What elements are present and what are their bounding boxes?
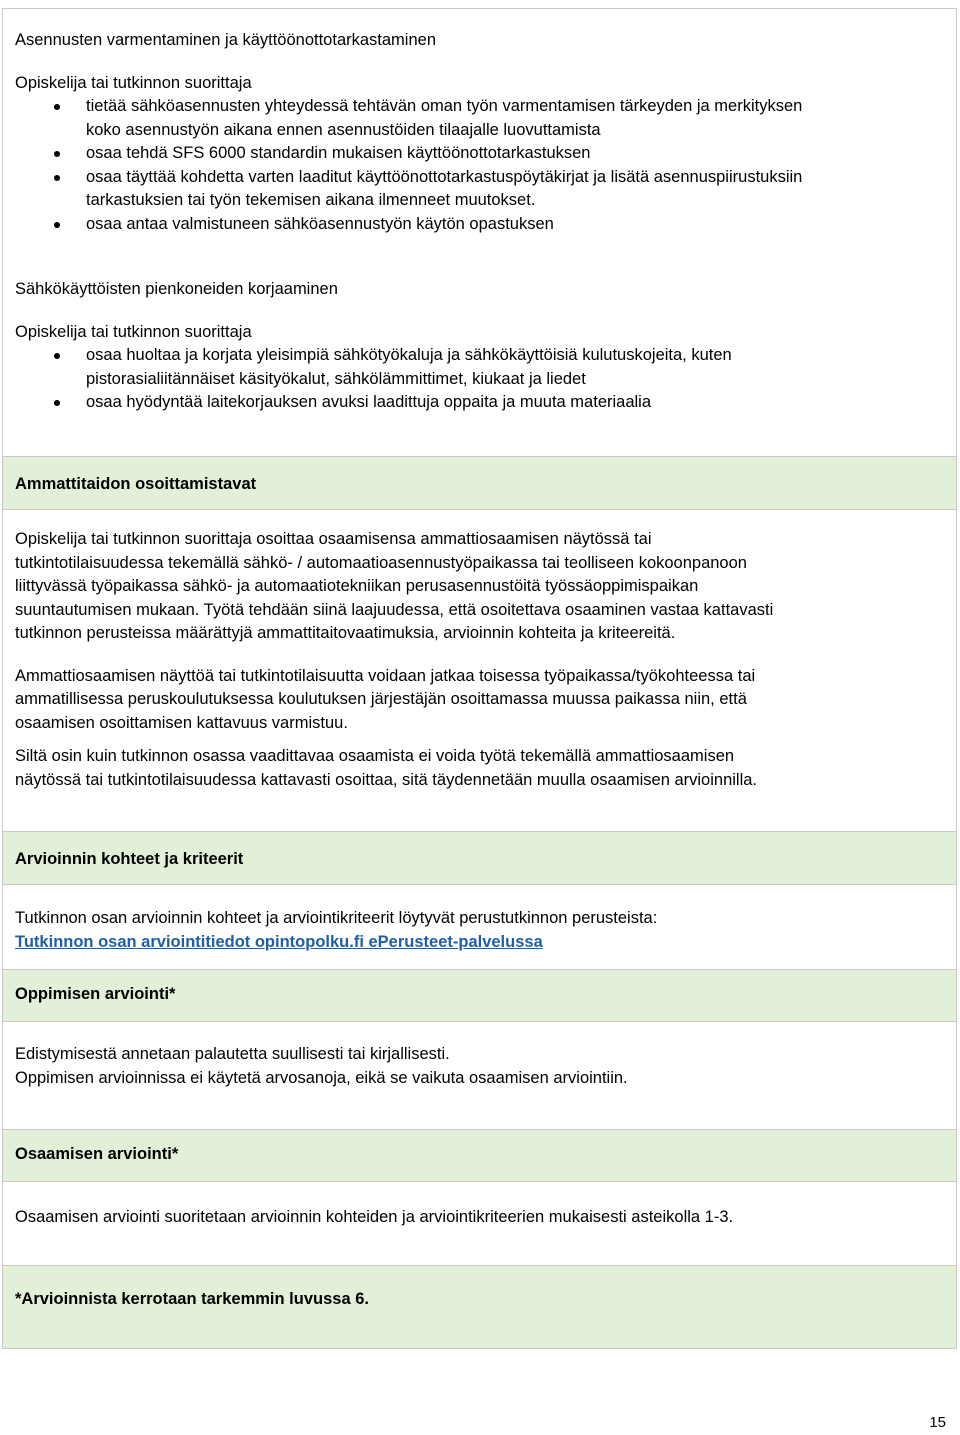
list-item: osaa tehdä SFS 6000 standardin mukaisen käyttöönottotarkastuksen: [15, 142, 948, 166]
oppiminen-line-2: Oppimisen arvioinnissa ei käytetä arvosanoja, eikä se vaikuta osaamisen arviointiin.: [15, 1068, 628, 1087]
oppiminen-line-1: Edistymisestä annetaan palautetta suullisesti tai kirjallisesti.: [15, 1045, 450, 1063]
kriteerit-header: [3, 832, 956, 885]
bullet-icon: [54, 222, 60, 228]
list-item: osaa huoltaa ja korjata yleisimpiä sähkötyökaluja ja sähkökäyttöisiä kulutuskojeita, kuten pistorasialiitännäiset käsityökalut, sähkölämmittimet, kiukaat ja liedet: [15, 344, 948, 391]
eperusteet-link[interactable]: Tutkinnon osan arviointitiedot opintopolku.fi ePerusteet-palvelussa: [15, 932, 543, 951]
osaaminen-heading: Osaamisen arviointi*: [15, 1145, 179, 1163]
ammattitaito-paragraph-2: Ammattiosaamisen näyttöä tai tutkintotilaisuutta voidaan jatkaa toisessa työpaikassa/työkohteessa tai ammatillisessa peruskoulutuksessa koulutuksen järjestäjän osoittamassa muussa paikassa niin, että osaamisen osoittamisen kattavuus varmistuu.: [15, 666, 756, 732]
page-number: 15: [929, 1414, 946, 1431]
list-item: osaa antaa valmistuneen sähköasennustyön käytön opastuksen: [15, 213, 948, 237]
section1-heading: Asennusten varmentaminen ja käyttöönottotarkastaminen: [15, 31, 436, 49]
oppiminen-heading: Oppimisen arviointi*: [15, 985, 176, 1003]
bullet-icon: [54, 175, 60, 181]
list-item: osaa täyttää kohdetta varten laaditut käyttöönottotarkastuspöytäkirjat ja lisätä asennuspiirustuksiin tarkastuksien tai työn tekemisen aikana ilmenneet muutokset.: [15, 166, 948, 213]
kriteerit-body: [3, 885, 956, 970]
oppiminen-body: [3, 1022, 956, 1130]
ammattitaito-paragraph-1: Opiskelija tai tutkinnon suorittaja osoittaa osaamisensa ammattiosaamisen näytössä tai tutkintotilaisuudessa tekemällä sähkö- / automaatioasennustyöpaikassa tai teolliseen kokoonpanoon liittyvässä työpaikassa sähkö- ja automaatiotekniikan perusasennustöitä työssäoppimispaikan suuntautumisen mukaan. Työtä tehdään siinä laajuudessa, että osoitettava osaaminen vastaa kattavasti tutkinnon perusteissa määrättyjä ammattitaitovaatimuksia, arvioinnin kohteita ja kriteereitä.: [15, 530, 774, 642]
kriteerit-heading: Arvioinnin kohteet ja kriteerit: [15, 850, 244, 868]
section2-heading: Sähkökäyttöisten pienkoneiden korjaaminen: [15, 280, 338, 298]
document-table: [2, 8, 957, 1349]
osaaminen-text: Osaamisen arviointi suoritetaan arvioinnin kohteiden ja arviointikriteerien mukaisesti asteikolla 1-3.: [15, 1208, 734, 1226]
ammattitaito-header: [3, 457, 956, 510]
bullet-icon: [54, 353, 60, 359]
footnote-cell: [3, 1266, 956, 1348]
section1-list: [15, 95, 948, 236]
bullet-icon: [54, 151, 60, 157]
ammattitaito-paragraph-3: Siltä osin kuin tutkinnon osassa vaadittavaa osaamista ei voida työtä tekemällä ammattiosaamisen näytössä tai tutkintotilaisuudessa kattavasti osoittaa, sitä täydennetään muulla osaamisen arvioinnilla.: [15, 747, 758, 789]
bullet-icon: [54, 400, 60, 406]
section2-list: [15, 344, 948, 415]
ammattitaito-body: [3, 510, 956, 832]
osaaminen-body: [3, 1182, 956, 1266]
ammattitaito-heading: Ammattitaidon osoittamistavat: [15, 475, 257, 493]
oppiminen-header: [3, 970, 956, 1022]
section1-intro: Opiskelija tai tutkinnon suorittaja: [15, 73, 252, 92]
osaaminen-header: [3, 1130, 956, 1182]
competence-cell: [3, 9, 956, 457]
list-item: tietää sähköasennusten yhteydessä tehtävän oman työn varmentamisen tärkeyden ja merkityksen koko asennustyön aikana ennen asennustöiden tilaajalle luovuttamista: [15, 95, 948, 142]
kriteerit-text: Tutkinnon osan arvioinnin kohteet ja arviointikriteerit löytyvät perustutkinnon perusteista:: [15, 909, 658, 927]
list-item: osaa hyödyntää laitekorjauksen avuksi laadittuja oppaita ja muuta materiaalia: [15, 391, 948, 415]
bullet-icon: [54, 104, 60, 110]
footnote: *Arvioinnista kerrotaan tarkemmin luvussa 6.: [15, 1290, 369, 1308]
section2-intro: Opiskelija tai tutkinnon suorittaja: [15, 322, 252, 341]
